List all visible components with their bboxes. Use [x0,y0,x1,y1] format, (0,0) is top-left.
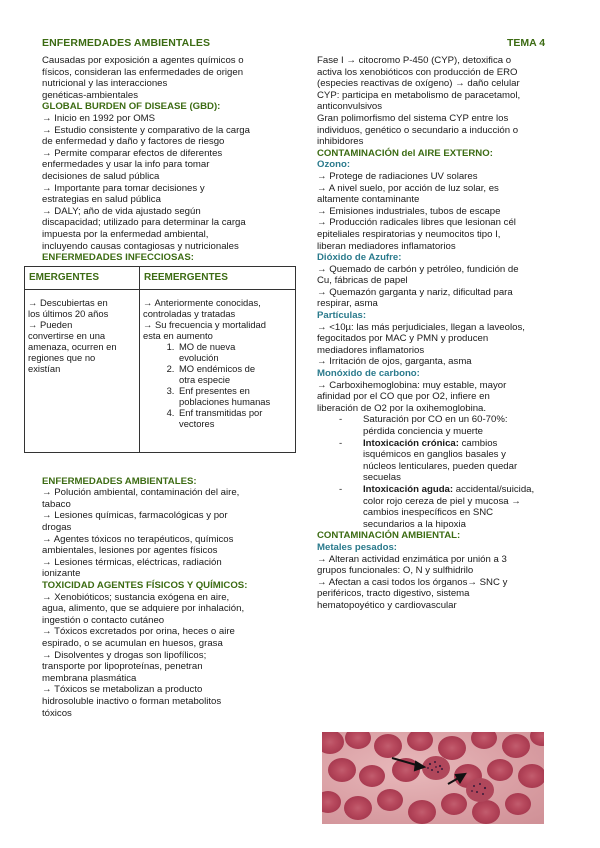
co-list [317,414,557,530]
aire-heading: CONTAMINACIÓN del AIRE EXTERNO: [317,147,493,159]
amb-heading: ENFERMEDADES AMBIENTALES: [42,475,197,487]
text-line: → Anteriormente conocidas, [143,296,261,308]
text-line: físicos, consideran las enfermedades de origen [42,66,244,78]
text-line: → Polución ambiental, contaminación del aire, [42,487,240,499]
text-line: anticonvulsivos [317,101,383,113]
list-item: - Intoxicación aguda: accidental/suicida, color rojo cereza de piel y mucosa → cambios inespecíficos en SNC secundarios a la hipoxia [351,484,557,530]
text-line: → Emisiones industriales, tubos de escape [317,205,501,217]
text-line: → DALY; año de vida ajustado según [42,205,201,217]
text-line: existían [28,362,61,374]
text-line: → Producción radicales libres que lesionan cél [317,217,516,229]
text-line: → Disolventes y drogas son lipofílicos; [42,649,207,661]
text-line: → Lesiones químicas, farmacológicas y por [42,510,228,522]
text-line: membrana plasmática [42,672,137,684]
text-line: decisiones de salud pública [42,170,160,182]
text-line: convertirse en una [28,329,106,341]
list-item: 3. Enf presentes en poblaciones humanas [177,385,292,407]
list-item: 4. Enf transmitidas por vectores [177,407,292,429]
text-line: epiteliales respiratorias y neumocitos tipo I, [317,228,501,240]
text-line: los últimos 20 años [28,307,109,319]
text-line: → Descubiertas en [28,296,108,308]
text-line: regiones que no [28,351,96,363]
infect-heading: ENFERMEDADES INFECCIOSAS: [42,252,194,264]
text-line: fegocitados por MAC y PMN y producen [317,333,489,345]
micrograph-drawing [322,732,544,824]
text-line: nutricional y las interacciones [42,78,168,90]
list-item: - Saturación por CO en un 60-70%: pérdida conciencia y muerte [351,414,557,437]
text-line: periféricos, tracto digestivo, sistema [317,588,470,600]
text-line: mediadores inflamatorios [317,344,425,356]
text-line: → Protege de radiaciones UV solares [317,170,478,182]
fase-section [317,55,557,148]
text-line: respirar, asma [317,298,378,310]
metales-heading: Metales pesados: [317,541,397,553]
text-line: → Inicio en 1992 por OMS [42,112,156,124]
text-line: → Carboxihemoglobina: muy estable, mayor [317,379,507,391]
text-line: inhibidores [317,136,364,148]
contaminacion-heading: CONTAMINACIÓN AMBIENTAL: [317,530,461,542]
text-line: tóxicos [42,707,72,719]
text-line: → Tóxicos excretados por orina, heces o aire [42,626,235,638]
reemergentes-cell [140,289,296,452]
text-line: genéticas-ambientales [42,89,138,101]
text-line: agua, alimento, que se adquiere por inhalación, [42,603,245,615]
emergentes-header: EMERGENTES [25,266,140,289]
azufre-heading: Dióxido de Azufre: [317,252,402,264]
text-line: → Xenobióticos; sustancia exógena en aire, [42,591,230,603]
text-line: amenaza, ocurren en [28,340,117,352]
text-line: controladas y tratadas [143,307,236,319]
list-item: 2. MO endémicos de otra especie [177,363,292,385]
text-line: → Alteran actividad enzimática por unión a 3 [317,553,507,565]
azufre-section [317,264,557,310]
text-line: Causadas por exposición a agentes químicos o [42,55,244,66]
text-line: transporte por lipoproteínas, penetran [42,661,203,673]
text-line: activa los xenobióticos con producción de ERO [317,66,518,78]
particulas-section [317,322,557,368]
text-line: de enfermedad y daño y factores de riesgo [42,136,225,148]
metales-section [317,554,557,612]
text-line: estrategias en salud pública [42,194,161,206]
intro-paragraph [42,55,294,101]
text-line: → Quemado de carbón y petróleo, fundición de [317,263,519,275]
blood-smear-micrograph [322,732,544,824]
text-line: → Pueden [28,318,73,330]
text-line: → Su frecuencia y mortalidad [143,318,266,330]
text-line: ambientales, lesiones por agentes físicos [42,545,218,557]
emergentes-cell [25,289,140,452]
list-item: - Intoxicación crónica: cambios isquémicos en ganglios basales y núcleos lenticulares, pueden quedar secuelas [351,438,557,484]
co-section [317,380,557,531]
text-line: espirado, o se acumulan en huesos, grasa [42,638,223,649]
document-title: ENFERMEDADES AMBIENTALES [42,37,211,49]
text-line: grupos funcionales: O, N y sulfhidrilo [317,565,474,577]
text-line: → Tóxicos se metabolizan a producto [42,684,203,696]
text-line: → Permite comparar efectos de diferentes [42,147,223,159]
text-line: → Estudio consistente y comparativo de la carga [42,124,250,136]
text-line: individuos, genético o secundario a inducción o [317,124,519,136]
text-line: → <10µ: las más perjudiciales, llegan a laveolos, [317,321,525,333]
text-line: altamente contaminante [317,194,420,206]
list-item: 1. MO de nueva evolución [177,341,292,363]
text-line: → A nivel suelo, por acción de luz solar, es [317,182,499,194]
gbd-heading: GLOBAL BURDEN OF DISEASE (GBD): [42,101,221,113]
tox-section [42,592,294,720]
text-line: tabaco [42,498,71,510]
text-line: Gran polimorfismo del sistema CYP entre los [317,112,509,124]
particulas-heading: Partículas: [317,310,367,322]
amb-section [42,487,294,580]
infectious-table [24,266,296,453]
text-line: hidrosoluble inactivo o forman metabolitos [42,695,222,707]
text-line: → Agentes tóxicos no terapéuticos, químicos [42,533,234,545]
text-line: → Importante para tomar decisiones y [42,182,205,194]
topic-number: TEMA 4 [507,37,546,49]
co-heading: Monóxido de carbono: [317,368,420,380]
text-line: hematopoyético y cardiovascular [317,599,457,611]
text-line: → Quemazón garganta y nariz, dificultad para [317,286,513,298]
ozono-heading: Ozono: [317,159,351,171]
text-line: discapacidad; utilizado para determinar la carga [42,217,246,229]
tox-heading: TOXICIDAD AGENTES FÍSICOS Y QUÍMICOS: [42,580,248,592]
text-line: ingestión o contacto cutáneo [42,614,165,626]
text-line: enfermedades y usar la info para tomar [42,159,210,171]
text-line: esta en aumento [143,329,213,341]
text-line: impuesta por la enfermedad ambiental, [42,228,209,240]
text-line: incluyendo causas contagiosas y nutricionales [42,240,239,252]
text-line: Cu, fábricas de papel [317,275,408,287]
text-line: → Irritación de ojos, garganta, asma [317,356,472,368]
text-line: ionizante [42,568,81,580]
ozono-section [317,171,557,252]
text-line: drogas [42,522,72,534]
left-column [28,55,294,719]
reemergentes-header: REEMERGENTES [140,266,296,289]
reemergentes-list [143,341,292,429]
text-line: (especies reactivas de oxígeno) → daño celular [317,78,520,90]
text-line: liberan mediadores inflamatorios [317,240,456,252]
text-line: → Lesiones térmicas, eléctricas, radiación [42,556,222,568]
gbd-section [42,113,294,252]
text-line: liberación de O2 por la oxihemoglobina. [317,402,487,414]
text-line: → Afectan a casi todos los órganos→ SNC y [317,576,508,588]
right-column [317,55,557,612]
text-line: afinidad por el CO que por O2, infiere en [317,391,490,403]
text-line: Fase I → citocromo P-450 (CYP), detoxifica o [317,55,512,66]
text-line: CYP: participa en metabolismo de paracetamol, [317,89,521,101]
